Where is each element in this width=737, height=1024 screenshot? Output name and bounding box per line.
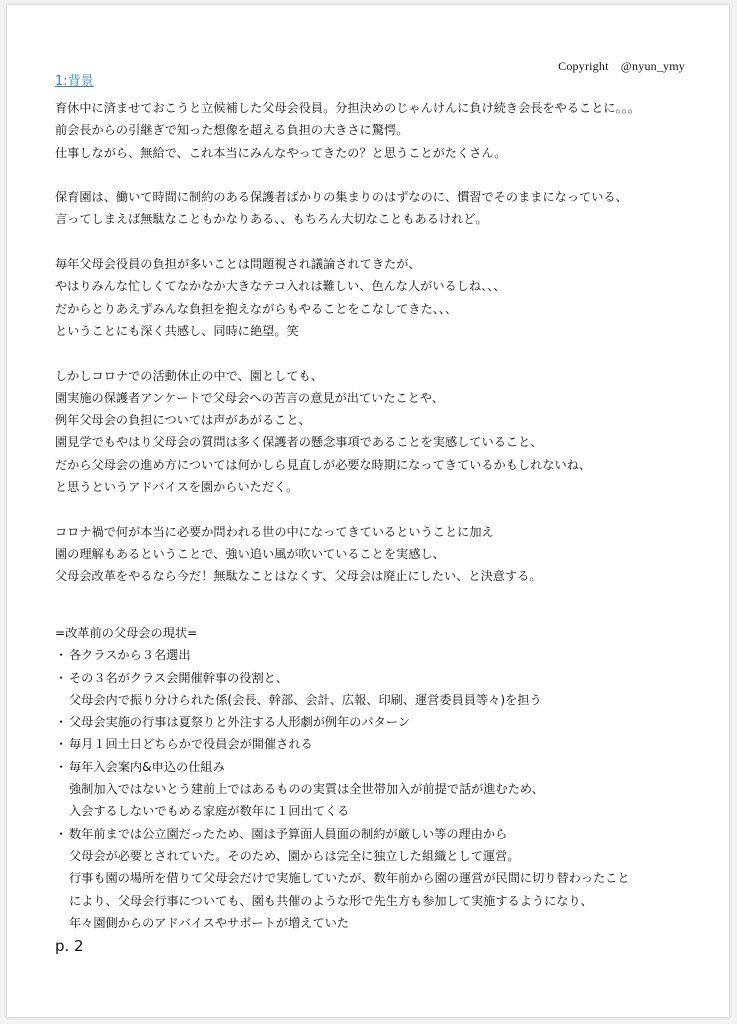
list-item bbox=[55, 644, 715, 666]
page-number: p. 2 bbox=[55, 937, 84, 955]
paragraph bbox=[55, 253, 705, 342]
paragraph-line: 園の理解もあるということで、強い追い風が吹いていることを実感し、 bbox=[55, 546, 445, 561]
paragraph bbox=[55, 186, 705, 231]
bullet-mark: ・ bbox=[55, 759, 68, 774]
status-section bbox=[55, 622, 715, 934]
copyright-text: Copyright @nyun_ymy bbox=[558, 59, 685, 73]
paragraph-line: 育休中に済ませておこうと立候補した父母会役員。分担決めのじゃんけんに負け続き会長をやることに。。。 bbox=[55, 101, 640, 115]
paragraph-line: 例年父母会の負担については声があがること、 bbox=[55, 413, 311, 428]
bullet-mark: ・ bbox=[55, 670, 68, 685]
list-item-continuation: 父母会が必要とされていた。そのため、園からは完全に独立した組織として運営。 bbox=[69, 848, 520, 863]
body-paragraphs bbox=[55, 97, 705, 610]
list-item-text: 父母会実施の行事は夏祭りと外注する人形劇が例年のパターン bbox=[69, 715, 411, 730]
paragraph-line: ということにも深く共感し、同時に絶望。笑 bbox=[55, 323, 299, 338]
list-item-text: 毎年入会案内&申込の仕組み bbox=[69, 759, 225, 774]
paragraph-line: 仕事しながら、無給で、これ本当にみんなやってきたの？と思うことがたくさん。 bbox=[55, 145, 507, 160]
paragraph bbox=[55, 365, 705, 499]
status-bullet-list bbox=[55, 644, 715, 934]
section-heading-link[interactable]: 1:背景 bbox=[55, 74, 94, 89]
bullet-mark: ・ bbox=[55, 715, 68, 730]
paragraph-line: 園見学でもやはり父母会の質問は多く保護者の懸念事項であることを実感していること、 bbox=[55, 435, 543, 450]
bullet-mark: ・ bbox=[55, 826, 68, 841]
paragraph-line: 毎年父母会役員の負担が多いことは問題視され議論されてきたが、 bbox=[55, 257, 421, 272]
list-item-continuation: により、父母会行事についても、園も共催のような形で先生方も参加して実施するようになり、 bbox=[69, 893, 593, 908]
list-item-continuation: 入会するしないでもめる家庭が数年に１回出てくる bbox=[69, 804, 350, 819]
paragraph-line: 父母会改革をやるなら今だ！無駄なことはなくす、父母会は廃止にしたい、と決意する。 bbox=[55, 569, 542, 584]
paragraph-line: 園実施の保護者アンケートで父母会への苦言の意見が出ていたことや、 bbox=[55, 390, 445, 405]
paragraph-line: だから父母会の進め方については何かしら見直しが必要な時期になってきているかもしれないね、 bbox=[55, 457, 592, 472]
list-item bbox=[55, 711, 715, 733]
list-item-text: 数年前までは公立園だったため、園は予算面人員面の制約が厳しい等の理由から bbox=[69, 826, 508, 841]
list-item bbox=[55, 823, 715, 845]
list-item-text: 毎月１回土日どちらかで役員会が開催される bbox=[69, 737, 313, 752]
list-item-continuation: 父母会内で振り分けられた係(会長、幹部、会計、広報、印刷、運営委員員等々)を担う bbox=[69, 692, 542, 707]
list-item-text: その３名がクラス会開催幹事の役割と、 bbox=[69, 670, 289, 685]
list-item-continuation: 行事も園の場所を借りて父母会だけで実施していたが、数年前から園の運営が民間に切り替わったこと bbox=[69, 871, 630, 886]
paragraph-line: しかしコロナでの活動休止の中で、園としても、 bbox=[55, 368, 323, 383]
paragraph bbox=[55, 97, 705, 164]
status-section-title: =改革前の父母会の現状= bbox=[55, 626, 198, 640]
paragraph-line: 保育園は、働いて時間に制約のある保護者ばかりの集まりのはずなのに、慣習でそのままになっている、 bbox=[55, 190, 628, 205]
paragraph-line: コロナ禍で何が本当に必要か問われる世の中になってきているということに加え bbox=[55, 524, 494, 539]
list-item bbox=[55, 667, 715, 689]
bullet-mark: ・ bbox=[55, 737, 68, 752]
paragraph-line: と思うというアドバイスを園からいただく。 bbox=[55, 480, 299, 495]
list-item-continuation: 年々園側からのアドバイスやサポートが増えていた bbox=[69, 915, 349, 930]
paragraph bbox=[55, 521, 705, 588]
list-item bbox=[55, 756, 715, 778]
list-item-text: 各クラスから３名選出 bbox=[69, 648, 191, 663]
paragraph-line: やはりみんな忙しくてなかなか大きなテコ入れは難しい、色んな人がいるしね、、、 bbox=[55, 279, 506, 294]
bullet-mark: ・ bbox=[55, 648, 68, 663]
paragraph-line: だからとりあえずみんな負担を抱えながらもやることをこなしてきた、、、 bbox=[55, 301, 458, 316]
paragraph-line: 言ってしまえば無駄なこともかなりある、、もちろん大切なこともあるけれど。 bbox=[55, 212, 488, 227]
list-item bbox=[55, 733, 715, 755]
list-item-continuation: 強制加入ではないとう建前上ではあるものの実質は全世帯加入が前提で話が進むため、 bbox=[69, 782, 544, 797]
document-page bbox=[7, 5, 729, 1017]
paragraph-line: 前会長からの引継ぎで知った想像を超える負担の大きさに驚愕。 bbox=[55, 123, 409, 138]
